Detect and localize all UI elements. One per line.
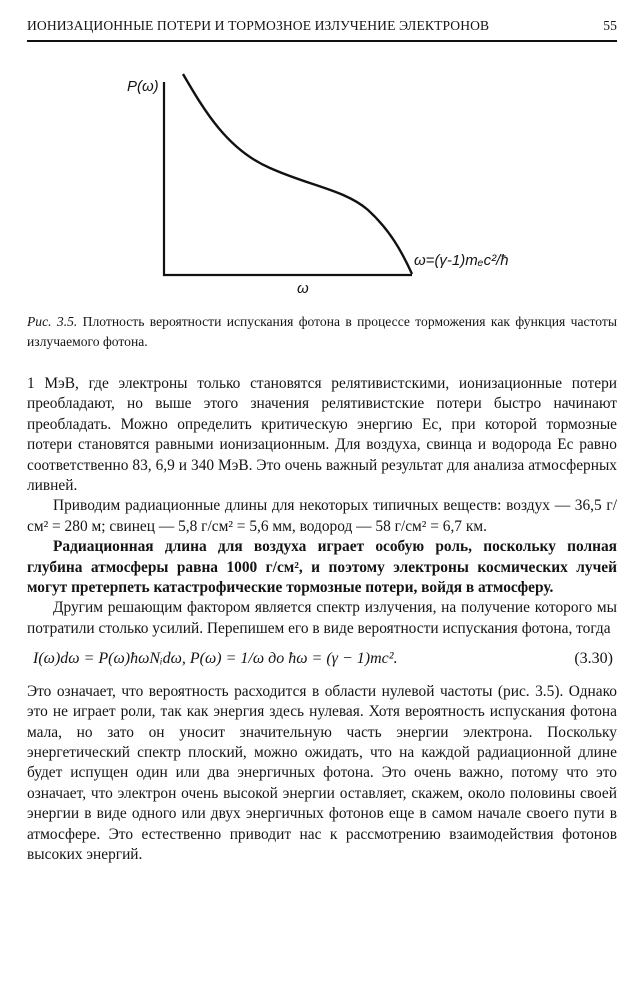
probability-curve — [183, 74, 412, 274]
equation-number: (3.30) — [574, 650, 613, 668]
figure-3-5 — [0, 40, 641, 310]
equation-body: I(ω)dω = P(ω)ħωNᵢdω, P(ω) = 1/ω до ħω = (γ − 1)mc². — [33, 650, 398, 668]
x-axis-label: ω — [297, 280, 309, 297]
page-number: 55 — [603, 18, 617, 33]
figure-plot — [0, 40, 641, 310]
caption-text: Плотность вероятности испускания фотона в процессе торможения как функция частоты излучаемого фотона. — [27, 314, 617, 349]
body-text — [27, 374, 617, 865]
paragraph-3: Радиационная длина для воздуха играет особую роль, поскольку полная глубина атмосферы равна 1000 г/см², и поэтому электроны космических лучей могут претерпеть катастрофические тормозные потери, войдя в атмосферу. — [27, 538, 617, 597]
figure-caption — [27, 312, 617, 352]
caption-number: Рис. 3.5. — [27, 314, 78, 329]
paragraph-4: Другим решающим фактором является спектр излучения, на получение которого мы потратили столько усилий. Перепишем его в виде вероятности испускания фотона, тогда — [27, 599, 617, 637]
cutoff-annotation: ω=(γ-1)mₑc²/ħ — [414, 252, 509, 269]
paragraph-2: Приводим радиационные длины для некоторых типичных веществ: воздух — 36,5 г/см² = 280 м; свинец — 5,8 г/см² = 5,6 мм, водород — 58 г/см² = 6,7 км. — [27, 497, 617, 535]
paragraph-5: Это означает, что вероятность расходится в области нулевой частоты (рис. 3.5). Однако это не играет роли, так как энергия здесь нулевая. Хотя вероятность испускания фотона мала, но зато он уносит значительную часть энергии электрона. Поскольку энергетический спектр плоский, можно ожидать, что на каждой радиационной длине будет испущен один или два энергичных фотона. Это очень важно, потому что это означает, что электрон очень высокой энергии оставляет, скажем, около половины своей энергии в виде одного или двух энергичных фотонов еще в самом начале своего пути в атмосфере. Это естественно приводит нас к рассмотрению взаимодействия фотонов высоких энергий. — [27, 682, 617, 863]
paragraph-1: 1 МэВ, где электроны только становятся релятивистскими, ионизационные потери преобладают, но выше этого значения релятивистские потери быстро начинают преобладать. Можно определить критическую энергию Ec, при которой тормозные потери становятся равными ионизационным. Для воздуха, свинца и водорода Ec равно соответственно 83, 6,9 и 340 МэВ. Это очень важный результат для анализа атмосферных ливней. — [27, 375, 617, 495]
equation-3-30 — [27, 649, 617, 669]
running-header-title: ИОНИЗАЦИОННЫЕ ПОТЕРИ И ТОРМОЗНОЕ ИЗЛУЧЕНИЕ ЭЛЕКТРОНОВ — [27, 18, 490, 33]
running-header — [27, 18, 617, 34]
y-axis-label: P(ω) — [127, 78, 159, 95]
